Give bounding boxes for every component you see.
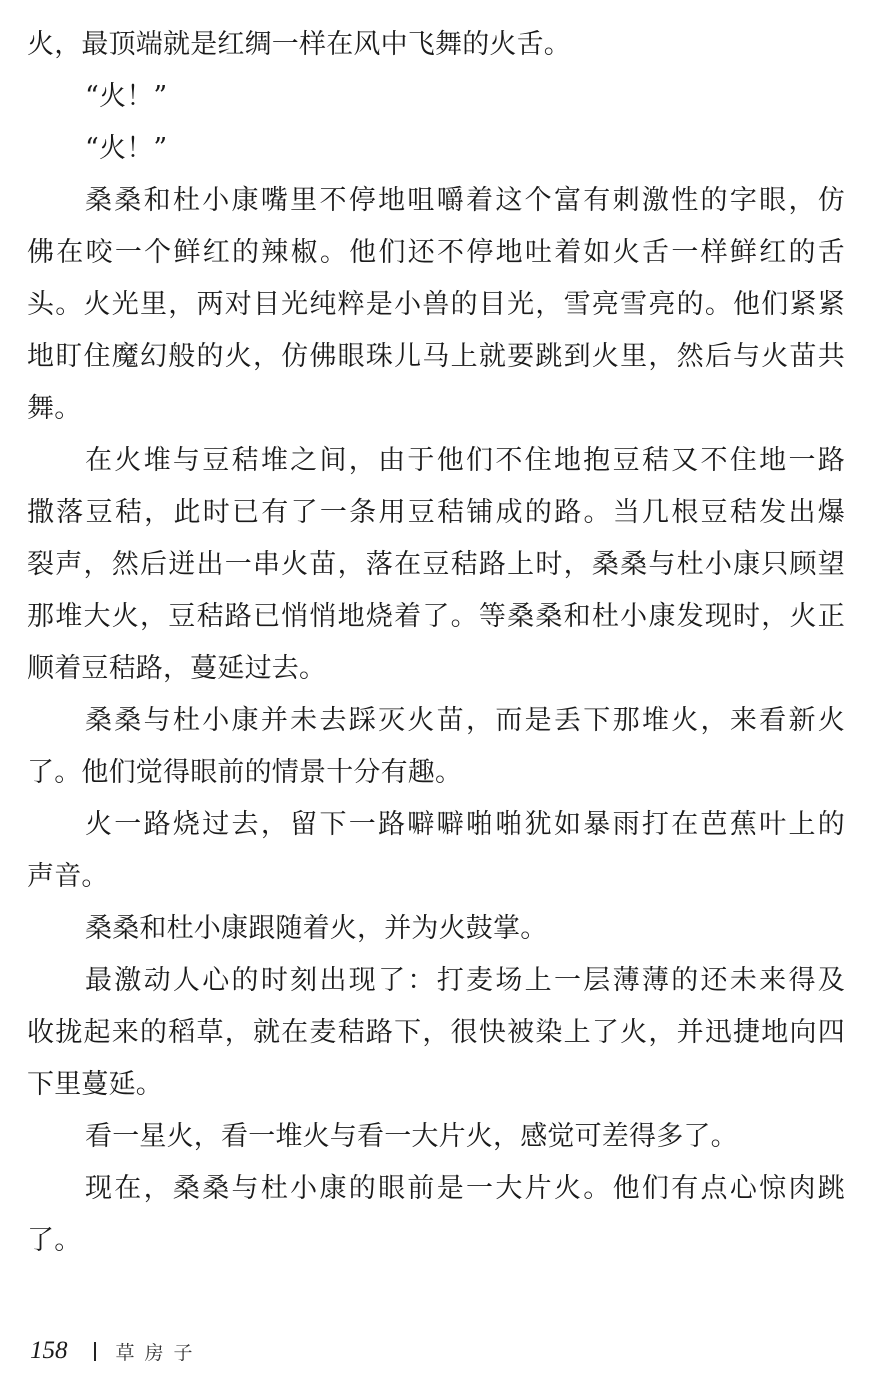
text-line: 了。 xyxy=(27,1225,82,1256)
text-line: 那堆大火，豆秸路已悄悄地烧着了。等桑桑和杜小康发现时，火正 xyxy=(27,601,845,632)
text-line: 佛在咬一个鲜红的辣椒。他们还不停地吐着如火舌一样鲜红的舌 xyxy=(27,237,845,268)
text-line: “火！” xyxy=(85,81,168,112)
text-line: 顺着豆秸路，蔓延过去。 xyxy=(27,653,327,684)
text-line: 舞。 xyxy=(27,393,82,424)
text-line: 桑桑与杜小康并未去踩灭火苗，而是丢下那堆火，来看新火 xyxy=(85,705,845,736)
text-line: 看一星火，看一堆火与看一大片火，感觉可差得多了。 xyxy=(85,1121,738,1152)
text-line: 了。他们觉得眼前的情景十分有趣。 xyxy=(27,757,463,788)
text-line: 裂声，然后迸出一串火苗，落在豆秸路上时，桑桑与杜小康只顾望 xyxy=(27,549,845,580)
text-line: “火！” xyxy=(85,133,168,164)
text-line: 在火堆与豆秸堆之间，由于他们不住地抱豆秸又不住地一路 xyxy=(85,445,845,476)
text-line: 桑桑和杜小康嘴里不停地咀嚼着这个富有刺激性的字眼，仿 xyxy=(85,185,845,216)
page-footer xyxy=(30,1334,203,1368)
text-line: 头。火光里，两对目光纯粹是小兽的目光，雪亮雪亮的。他们紧紧 xyxy=(27,289,845,320)
page-number: 158 xyxy=(30,1337,68,1364)
text-line: 声音。 xyxy=(27,861,109,892)
text-line: 现在，桑桑与杜小康的眼前是一大片火。他们有点心惊肉跳 xyxy=(85,1173,845,1204)
text-line: 火一路烧过去，留下一路噼噼啪啪犹如暴雨打在芭蕉叶上的 xyxy=(85,809,845,840)
page-body xyxy=(27,19,845,1267)
book-title: 草房子 xyxy=(115,1341,203,1364)
text-line: 地盯住魔幻般的火，仿佛眼珠儿马上就要跳到火里，然后与火苗共 xyxy=(27,341,845,372)
text-line: 下里蔓延。 xyxy=(27,1069,163,1100)
footer-divider xyxy=(94,1342,96,1361)
text-line: 收拢起来的稻草，就在麦秸路下，很快被染上了火，并迅捷地向四 xyxy=(27,1017,845,1048)
text-line: 桑桑和杜小康跟随着火，并为火鼓掌。 xyxy=(85,913,548,944)
text-line: 撒落豆秸，此时已有了一条用豆秸铺成的路。当几根豆秸发出爆 xyxy=(27,497,845,528)
text-line: 最激动人心的时刻出现了：打麦场上一层薄薄的还未来得及 xyxy=(85,965,845,996)
text-line: 火，最顶端就是红绸一样在风中飞舞的火舌。 xyxy=(27,29,571,60)
